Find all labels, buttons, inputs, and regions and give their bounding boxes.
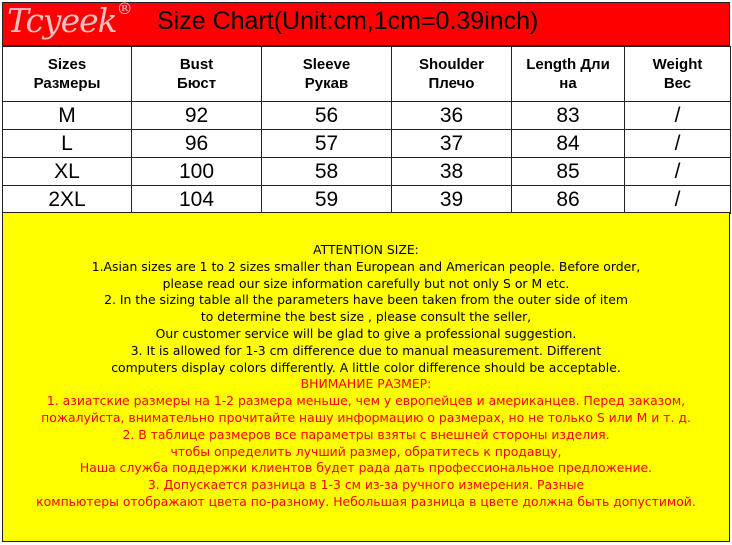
table-cell: 59 <box>262 186 392 214</box>
table-cell: / <box>625 102 731 130</box>
column-header: Sleeve Рукав <box>262 47 392 102</box>
table-cell: 58 <box>262 158 392 186</box>
notes-line-ru: 2. В таблице размеров все параметры взяты с внешней стороны изделия. <box>122 426 610 442</box>
table-cell: 104 <box>132 186 262 214</box>
brand-name: Tcyeek <box>7 1 117 40</box>
size-notes <box>2 212 730 542</box>
notes-line-en: Our customer service will be glad to give a professional suggestion. <box>155 325 577 341</box>
column-header: Sizes Размеры <box>3 47 132 102</box>
table-header-row <box>3 47 731 102</box>
notes-line-ru: пожалуйста, внимательно прочитайте нашу информацию о размерах, но не только S или M и т. д. <box>41 409 691 425</box>
table-cell: / <box>625 186 731 214</box>
column-header: Bust Бюст <box>132 47 262 102</box>
column-header: Weight Вес <box>625 47 731 102</box>
table-cell: 86 <box>512 186 625 214</box>
notes-line-en: 3. It is allowed for 1-3 cm difference due to manual measurement. Different <box>130 342 602 358</box>
notes-line-ru: компьютеры отображают цвета по-разному. Небольшая разница в цвете должна быть допустимой. <box>36 493 696 509</box>
table-cell: 96 <box>132 130 262 158</box>
table-cell: / <box>625 130 731 158</box>
notes-line-ru: 1. азиатские размеры на 1-2 размера меньше, чем у европейцев и американцев. Перед заказом, <box>46 393 686 409</box>
notes-line-en: 2. In the sizing table all the parameters have been taken from the outer side of item <box>104 292 628 308</box>
table-row <box>3 102 731 130</box>
table-cell: / <box>625 158 731 186</box>
table-cell: 85 <box>512 158 625 186</box>
notes-line-ru: Наша служба поддержки клиентов будет рада дать профессиональное предложение. <box>79 460 653 476</box>
table-cell: 38 <box>392 158 512 186</box>
notes-line-en: to determine the best size , please consult the seller, <box>200 309 532 325</box>
column-header: Length Дли на <box>512 47 625 102</box>
table-cell: 39 <box>392 186 512 214</box>
table-row <box>3 158 731 186</box>
notes-line-en: ATTENTION SIZE: <box>313 242 419 257</box>
notes-line-en: computers display colors differently. A little color difference should be acceptable. <box>111 359 621 375</box>
table-cell: 84 <box>512 130 625 158</box>
notes-line-en: please read our size information carefully but not only S or M etc. <box>162 275 570 291</box>
table-cell: 83 <box>512 102 625 130</box>
size-table <box>2 46 731 214</box>
notes-line-ru: чтобы определить лучший размер, обратитесь к продавцу, <box>170 443 562 459</box>
notes-line-en: 1.Asian sizes are 1 to 2 sizes smaller than European and American people. Before order, <box>91 258 641 274</box>
table-row <box>3 186 731 214</box>
column-header: Shoulder Плечо <box>392 47 512 102</box>
table-cell: M <box>3 102 132 130</box>
table-cell: 100 <box>132 158 262 186</box>
table-cell: 2XL <box>3 186 132 214</box>
table-cell: 36 <box>392 102 512 130</box>
table-row <box>3 130 731 158</box>
notes-line-ru: 3. Допускается разница в 1-3 см из-за ручного измерения. Разные <box>147 477 585 493</box>
table-cell: L <box>3 130 132 158</box>
table-cell: 92 <box>132 102 262 130</box>
brand-logo <box>7 1 132 40</box>
table-cell: XL <box>3 158 132 186</box>
table-cell: 57 <box>262 130 392 158</box>
notes-line-ru: ВНИМАНИЕ РАЗМЕР: <box>300 376 432 392</box>
chart-header <box>2 2 730 46</box>
registered-mark: ® <box>116 0 132 18</box>
table-cell: 37 <box>392 130 512 158</box>
chart-title: Size Chart(Unit:cm,1cm=0.39inch) <box>157 7 539 35</box>
table-cell: 56 <box>262 102 392 130</box>
